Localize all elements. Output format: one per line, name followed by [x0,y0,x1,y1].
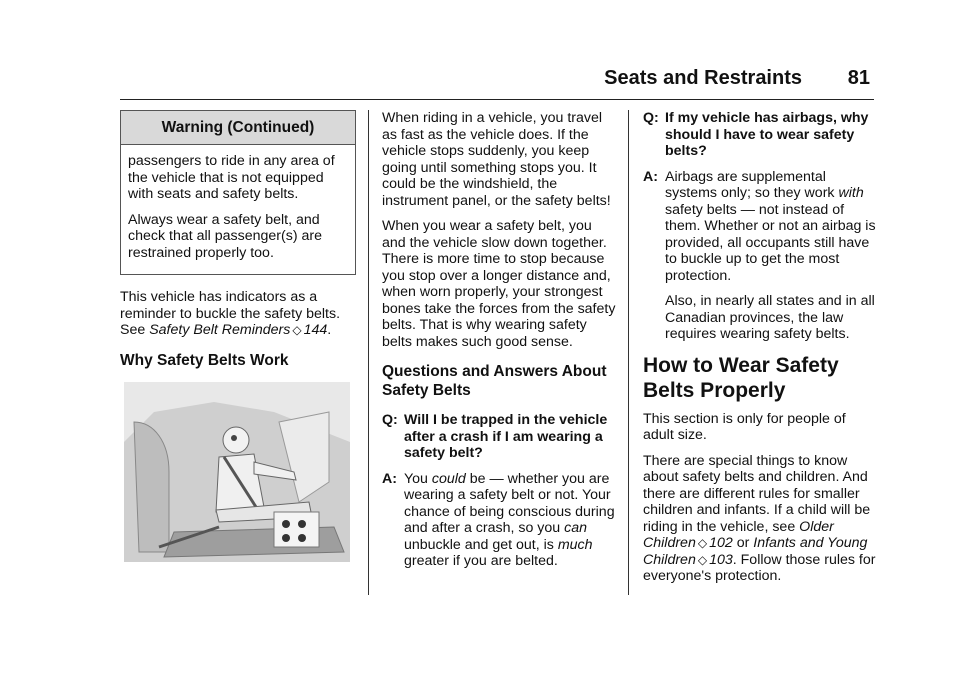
page-reference-icon: ◇ [292,323,302,337]
column-3 [643,110,878,594]
section-heading: Questions and Answers About Safety Belts [382,363,607,399]
answer-emphasis: can [564,520,587,536]
reference-page[interactable]: 102 [709,535,733,551]
answer-label: A: [643,168,658,185]
page-header [120,67,874,100]
answer-paragraph: Also, in nearly all states and in all Canadian provinces, the law requires wearing safety belts. [665,293,875,342]
paragraph-text: . Follow those rules for everyone's protection. [643,551,876,584]
question-text: Will I be trapped in the vehicle after a crash if I am wearing a safety belt? [404,412,608,461]
reference-page[interactable]: 103 [709,551,733,568]
page-reference-icon: ◇ [697,552,708,567]
warning-paragraph: passengers to ride in any area of the vehicle that is not equipped with seats and safety belts. [128,153,335,202]
column-divider [628,110,629,595]
paragraph-text: This vehicle has indicators as a reminder to buckle the safety belts. See [120,289,341,338]
answer [382,471,617,570]
cross-reference-link[interactable]: Safety Belt Reminders [149,322,291,338]
paragraph [643,453,878,585]
answer-fragment: unbuckle and get out, is [404,536,554,553]
answer-emphasis: with [838,185,864,201]
question-text: If my vehicle has airbags, why should I have to wear safety belts? [665,110,869,159]
answer-fragment: You [404,470,428,487]
cross-reference-link[interactable]: Older Children [643,518,834,551]
question [643,110,878,160]
answer-label: A: [382,470,397,487]
question-label: Q: [382,412,398,428]
answer-text [665,169,878,285]
page-reference-icon: ◇ [697,536,708,550]
reference-page[interactable]: 144 [303,322,328,338]
reminder-paragraph: This vehicle has indicators as a reminder to buckle the safety belts. See Safety Belt Reminders ◇ 144. [120,289,341,338]
cross-reference-link[interactable]: Infants and Young Children [643,535,868,568]
answer-fragment: be — whether you are wearing a safety belt or not. Your chance of being conscious during and after a crash, so you [404,470,615,536]
warning-box [120,110,356,275]
answer-fragment: greater if you are belted. [404,553,558,569]
paragraph: When you wear a safety belt, you and the vehicle slow down together. There is more time to stop because you stop over a longer distance and, when worn properly, your strongest bones take the forces from the safety belts. That is why wearing safety belts makes such good sense. [382,218,616,350]
answer-emphasis: much [557,536,593,553]
page-number: 81 [847,67,870,89]
answer-fragment: Airbags are supplemental systems only; so they work [665,168,835,201]
answer-fragment: safety belts — not instead of them. Whether or not an airbag is provided, all occupants still have to buckle up to get the most protection. [665,201,876,284]
column-2 [382,110,617,579]
safety-belt-illustration [124,382,350,562]
question [382,412,617,462]
warning-title: Warning (Continued) [121,111,355,145]
answer-emphasis: could [431,470,466,487]
section-heading: Why Safety Belts Work [120,351,289,369]
answer-text [404,471,617,570]
crash-dummy-image [124,382,350,562]
answer [643,169,878,285]
question-label: Q: [643,110,659,126]
column-divider [368,110,369,595]
warning-paragraph: Always wear a safety belt, and check that all passenger(s) are restrained properly too. [128,211,322,261]
section-title: Seats and Restraints [604,67,802,89]
paragraph: This section is only for people of adult size. [643,410,846,443]
warning-body [121,145,355,274]
paragraph-text: or [736,535,750,551]
paragraph-text: There are special things to know about safety belts and children. And there are different rules for smaller children and infants. If a child will be riding in the vehicle, see [643,452,871,535]
section-heading: How to Wear Safety Belts Properly [643,353,839,402]
column-1 [120,110,356,562]
paragraph: When riding in a vehicle, you travel as fast as the vehicle does. If the vehicle stops suddenly, you keep going until something stops you. It could be the windshield, the instrument panel, or the safety belts! [382,110,611,209]
